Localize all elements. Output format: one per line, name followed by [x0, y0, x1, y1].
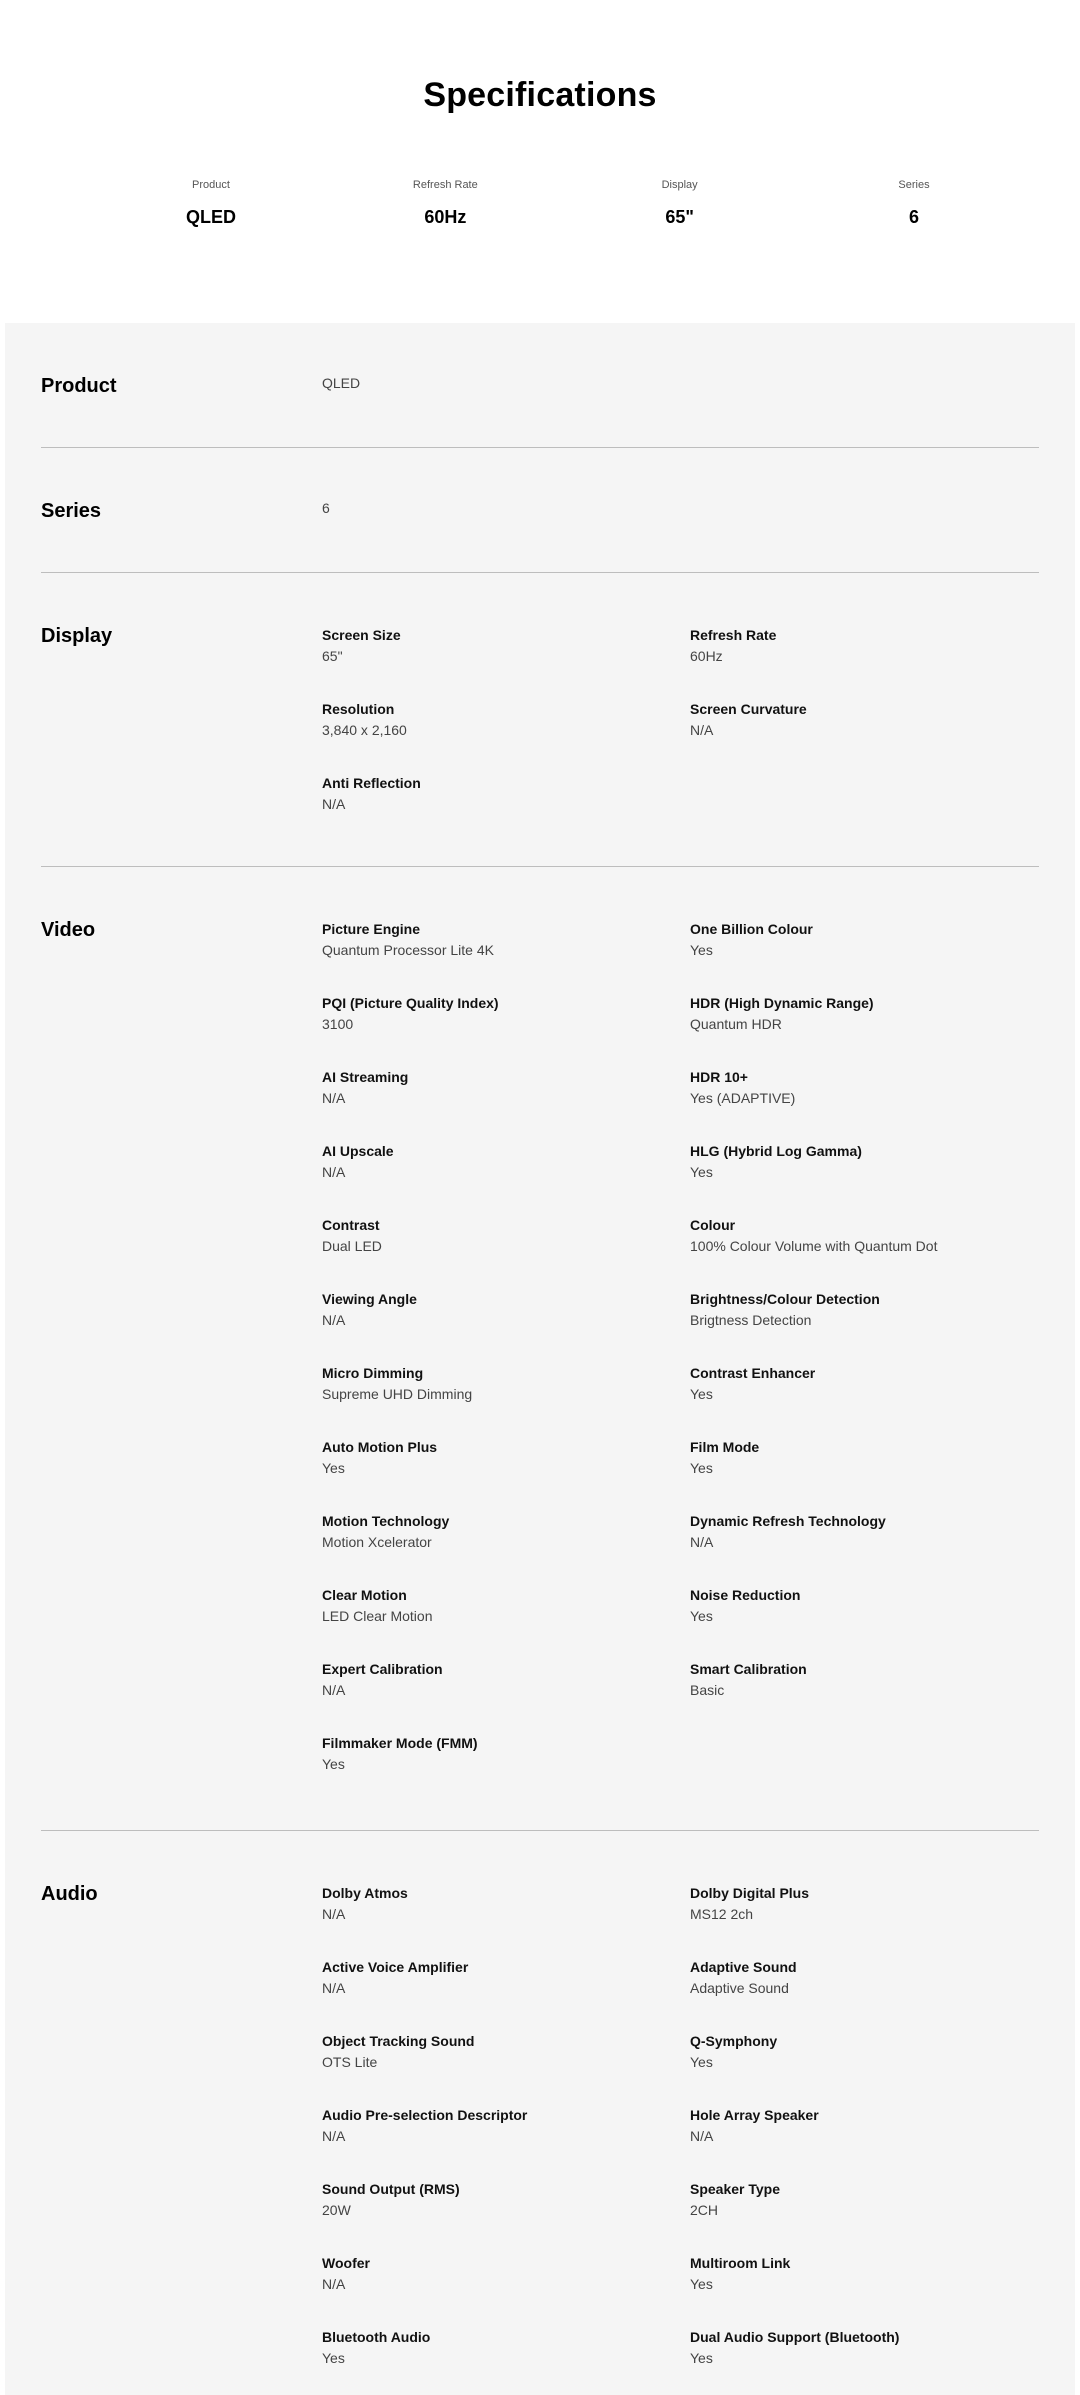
spec-value: N/A [690, 2128, 714, 2144]
spec-item [322, 699, 690, 773]
section-audio [41, 1831, 1039, 2395]
spec-value: N/A [322, 2128, 346, 2144]
spec-name: Colour [690, 1217, 736, 1233]
spec-name: HDR (High Dynamic Range) [690, 995, 874, 1011]
spec-item [690, 2327, 1042, 2395]
section-product [41, 323, 1039, 447]
spec-value: N/A [690, 1534, 714, 1550]
spec-name: Film Mode [690, 1439, 760, 1455]
spec-item [690, 1883, 1042, 1957]
spec-name: HDR 10+ [690, 1069, 748, 1085]
summary-value: QLED [185, 207, 236, 227]
spec-value: Yes [322, 1756, 345, 1772]
summary-product [151, 177, 271, 228]
spec-name: Refresh Rate [690, 627, 777, 643]
spec-value: Yes (ADAPTIVE) [690, 1090, 796, 1106]
spec-item [690, 1363, 1042, 1437]
spec-name: Multiroom Link [690, 2255, 791, 2271]
spec-item [322, 2327, 690, 2395]
spec-value: LED Clear Motion [322, 1608, 433, 1624]
spec-value: Motion Xcelerator [322, 1534, 432, 1550]
spec-name: Smart Calibration [690, 1661, 807, 1677]
spec-name: Screen Curvature [690, 701, 807, 717]
spec-name: Audio Pre-selection Descriptor [322, 2107, 528, 2123]
spec-name: Expert Calibration [322, 1661, 443, 1677]
section-title: Audio [41, 1883, 98, 1905]
spec-item [322, 993, 690, 1067]
summary-label: Display [661, 179, 698, 191]
spec-item [322, 1733, 690, 1807]
spec-item [322, 1659, 690, 1733]
spec-value: Basic [690, 1682, 725, 1698]
spec-value: 100% Colour Volume with Quantum Dot [690, 1238, 938, 1254]
spec-value: Yes [690, 2054, 713, 2070]
spec-value: OTS Lite [322, 2054, 378, 2070]
spec-name: Anti Reflection [322, 775, 421, 791]
spec-value: Supreme UHD Dimming [322, 1386, 473, 1402]
spec-item [322, 1437, 690, 1511]
spec-value: N/A [322, 1090, 346, 1106]
spec-grid [322, 625, 1042, 847]
spec-name: Woofer [322, 2255, 370, 2271]
spec-item [322, 1363, 690, 1437]
spec-value: N/A [322, 796, 346, 812]
spec-grid [322, 919, 1042, 1807]
spec-item [690, 2105, 1042, 2179]
spec-item [690, 1067, 1042, 1141]
spec-item [690, 2179, 1042, 2253]
spec-name: Object Tracking Sound [322, 2033, 475, 2049]
spec-name: Adaptive Sound [690, 1959, 797, 1975]
summary-label: Refresh Rate [412, 179, 478, 191]
spec-value: Yes [690, 1608, 713, 1624]
summary-label: Series [898, 179, 930, 191]
spec-item [690, 1141, 1042, 1215]
spec-item [690, 1215, 1042, 1289]
spec-name: Sound Output (RMS) [322, 2181, 460, 2197]
summary-value: 60Hz [424, 207, 467, 227]
spec-name: One Billion Colour [690, 921, 813, 937]
spec-name: Q-Symphony [690, 2033, 778, 2049]
spec-value: Quantum Processor Lite 4K [322, 942, 494, 958]
spec-name: Motion Technology [322, 1513, 450, 1529]
spec-name: AI Upscale [322, 1143, 394, 1159]
spec-name: Contrast [322, 1217, 380, 1233]
spec-value: Yes [690, 1386, 713, 1402]
spec-value: N/A [322, 1906, 346, 1922]
spec-item [322, 2253, 690, 2327]
spec-item [690, 1511, 1042, 1585]
spec-name: Noise Reduction [690, 1587, 801, 1603]
summary-value: 65" [665, 207, 694, 227]
summary-display [620, 177, 740, 228]
spec-name: Resolution [322, 701, 395, 717]
spec-item [322, 2105, 690, 2179]
spec-name: Hole Array Speaker [690, 2107, 819, 2123]
spec-summary [151, 177, 974, 228]
spec-value: 20W [322, 2202, 351, 2218]
spec-value: Dual LED [322, 1238, 382, 1254]
spec-item [690, 2031, 1042, 2105]
spec-name: Filmmaker Mode (FMM) [322, 1735, 478, 1751]
summary-series [854, 177, 974, 228]
spec-item [322, 1585, 690, 1659]
spec-name: HLG (Hybrid Log Gamma) [690, 1143, 862, 1159]
spec-item [322, 1215, 690, 1289]
spec-name: Dual Audio Support (Bluetooth) [690, 2329, 900, 2345]
page-title: Specifications [423, 76, 657, 114]
spec-item [322, 773, 690, 847]
spec-value: Yes [322, 1460, 345, 1476]
section-series [41, 448, 1039, 572]
spec-name: Dolby Atmos [322, 1885, 408, 1901]
spec-item [690, 699, 1042, 773]
spec-value: Brigtness Detection [690, 1312, 812, 1328]
spec-value: Yes [690, 2276, 713, 2292]
section-value: QLED [322, 375, 361, 391]
spec-item [322, 1957, 690, 2031]
spec-name: Speaker Type [690, 2181, 781, 2197]
spec-value: 65" [322, 648, 343, 664]
spec-name: PQI (Picture Quality Index) [322, 995, 499, 1011]
specifications-header [0, 0, 1080, 323]
spec-item [690, 2253, 1042, 2327]
spec-name: Micro Dimming [322, 1365, 424, 1381]
spec-value: Adaptive Sound [690, 1980, 789, 1996]
spec-grid [322, 1883, 1042, 2395]
spec-name: Auto Motion Plus [322, 1439, 438, 1455]
spec-value: N/A [322, 1312, 346, 1328]
spec-name: Viewing Angle [322, 1291, 417, 1307]
spec-value: 3,840 x 2,160 [322, 722, 407, 738]
section-display [41, 573, 1039, 866]
spec-value: Yes [690, 1460, 713, 1476]
spec-item [322, 1289, 690, 1363]
spec-name: Active Voice Amplifier [322, 1959, 469, 1975]
section-value: 6 [322, 500, 330, 516]
spec-name: Clear Motion [322, 1587, 407, 1603]
spec-name: Contrast Enhancer [690, 1365, 816, 1381]
spec-value: N/A [690, 722, 714, 738]
spec-value: N/A [322, 1980, 346, 1996]
spec-value: N/A [322, 2276, 346, 2292]
section-title: Video [41, 919, 96, 941]
summary-label: Product [192, 179, 230, 191]
spec-item [322, 1883, 690, 1957]
section-title: Series [41, 500, 102, 522]
spec-name: Dynamic Refresh Technology [690, 1513, 886, 1529]
section-title: Product [41, 375, 117, 397]
spec-name: Dolby Digital Plus [690, 1885, 810, 1901]
spec-value: N/A [322, 1164, 346, 1180]
spec-value: Yes [690, 1164, 713, 1180]
spec-item [322, 2179, 690, 2253]
spec-value: Yes [690, 942, 713, 958]
spec-value: 2CH [690, 2202, 719, 2218]
section-video [41, 867, 1039, 1830]
spec-item [690, 1289, 1042, 1363]
spec-details [5, 323, 1075, 2395]
spec-item [690, 625, 1042, 699]
spec-value: Yes [322, 2350, 345, 2366]
spec-item [322, 1067, 690, 1141]
spec-item [690, 1585, 1042, 1659]
spec-item [322, 625, 690, 699]
spec-name: Bluetooth Audio [322, 2329, 431, 2345]
spec-item [690, 919, 1042, 993]
spec-name: Brightness/Colour Detection [690, 1291, 880, 1307]
spec-item [690, 1659, 1042, 1733]
spec-item [690, 1437, 1042, 1511]
spec-name: Screen Size [322, 627, 401, 643]
spec-name: Picture Engine [322, 921, 421, 937]
spec-item [322, 1511, 690, 1585]
spec-value: Yes [690, 2350, 713, 2366]
spec-item [322, 919, 690, 993]
spec-value: N/A [322, 1682, 346, 1698]
spec-value: Quantum HDR [690, 1016, 782, 1032]
spec-name: AI Streaming [322, 1069, 409, 1085]
spec-value: 3100 [322, 1016, 354, 1032]
spec-item [322, 2031, 690, 2105]
spec-item [690, 993, 1042, 1067]
spec-value: 60Hz [690, 648, 723, 664]
spec-item [690, 1957, 1042, 2031]
spec-value: MS12 2ch [690, 1906, 754, 1922]
spec-item [322, 1141, 690, 1215]
summary-value: 6 [908, 207, 919, 227]
summary-refresh-rate [385, 177, 505, 228]
section-title: Display [41, 625, 113, 647]
